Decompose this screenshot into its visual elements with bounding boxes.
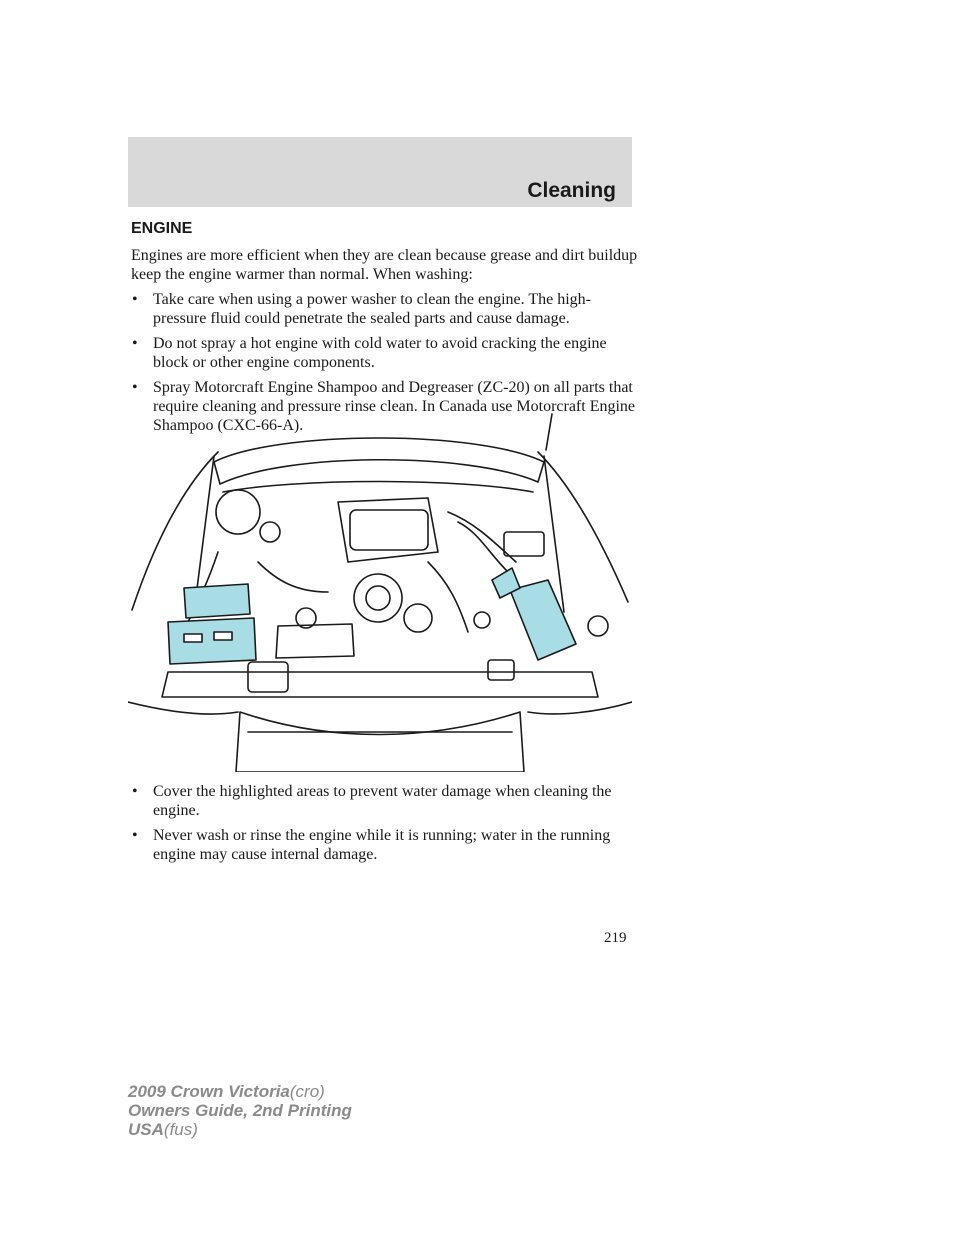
engine-compartment-illustration (128, 412, 632, 772)
list-item-text: Do not spray a hot engine with cold water to avoid cracking the engine block or other engine components. (153, 335, 607, 371)
list-item-text: Take care when using a power washer to clean the engine. The high-pressure fluid could penetrate the sealed parts and cause damage. (153, 291, 591, 327)
footer (128, 1082, 352, 1139)
engine-cover (350, 510, 428, 550)
battery-terminal (184, 634, 202, 642)
alternator-core (366, 586, 390, 610)
bullet-icon: • (132, 291, 138, 308)
footer-model: 2009 Crown Victoria (128, 1082, 290, 1101)
engine-diagram (128, 412, 632, 772)
intake-hose-2 (448, 512, 516, 562)
battery-terminal (214, 632, 232, 640)
bullet-icon: • (132, 827, 138, 844)
footer-market: USA (128, 1120, 164, 1139)
brake-booster (216, 490, 260, 534)
radiator-cap-block (488, 660, 514, 680)
list-item (131, 334, 641, 372)
hose-b (428, 562, 468, 632)
footer-market-code: (fus) (163, 1120, 198, 1139)
oil-cap (474, 612, 490, 628)
list-item (131, 290, 641, 328)
lower-left-fender (128, 702, 238, 714)
list-item (131, 782, 641, 820)
radiator-support (162, 672, 598, 697)
front-block (248, 662, 288, 692)
section-title: Cleaning (527, 179, 616, 202)
list-item-text: Never wash or rinse the engine while it is running; water in the running engine may cause internal damage. (153, 827, 611, 863)
right-fender-line (538, 452, 628, 602)
pulley (404, 604, 432, 632)
intro-paragraph: Engines are more efficient when they are clean because grease and dirt buildup keep the engine warmer than normal. When washing: (131, 247, 638, 283)
lower-right-fender (528, 702, 632, 714)
intake-manifold (338, 498, 438, 562)
washer-cap (588, 616, 608, 636)
hood-edge (214, 438, 544, 484)
main-content (131, 220, 641, 441)
bullet-icon: • (132, 783, 138, 800)
list-item-text: Cover the highlighted areas to prevent water damage when cleaning the engine. (153, 783, 612, 819)
coolant-reservoir (276, 624, 354, 658)
alternator (354, 574, 402, 622)
front-bumper (236, 712, 524, 772)
list-item-text: Spray Motorcraft Engine Shampoo and Degreaser (ZC-20) on all parts that require cleaning and pressure rinse clean. In Canada use Motorcraft Engine Shampoo (CXC-66-A). (153, 379, 636, 434)
lower-content (131, 782, 641, 870)
page-number: 219 (604, 930, 627, 946)
footer-model-code: (cro) (289, 1082, 325, 1101)
bullet-icon: • (132, 335, 138, 352)
battery-highlight (184, 584, 250, 618)
section-header-band (128, 137, 632, 207)
battery-base-highlight (168, 618, 256, 664)
list-item (131, 826, 641, 864)
fuse-box (504, 532, 544, 556)
footer-edition: Owners Guide, 2nd Printing (128, 1101, 352, 1120)
firewall (223, 482, 533, 493)
air-filter-highlight (510, 580, 576, 660)
master-cylinder (260, 522, 280, 542)
hood-strut-tip (546, 414, 552, 450)
section-heading: ENGINE (131, 220, 193, 237)
hose-a (258, 562, 328, 592)
bullet-icon: • (132, 379, 138, 396)
